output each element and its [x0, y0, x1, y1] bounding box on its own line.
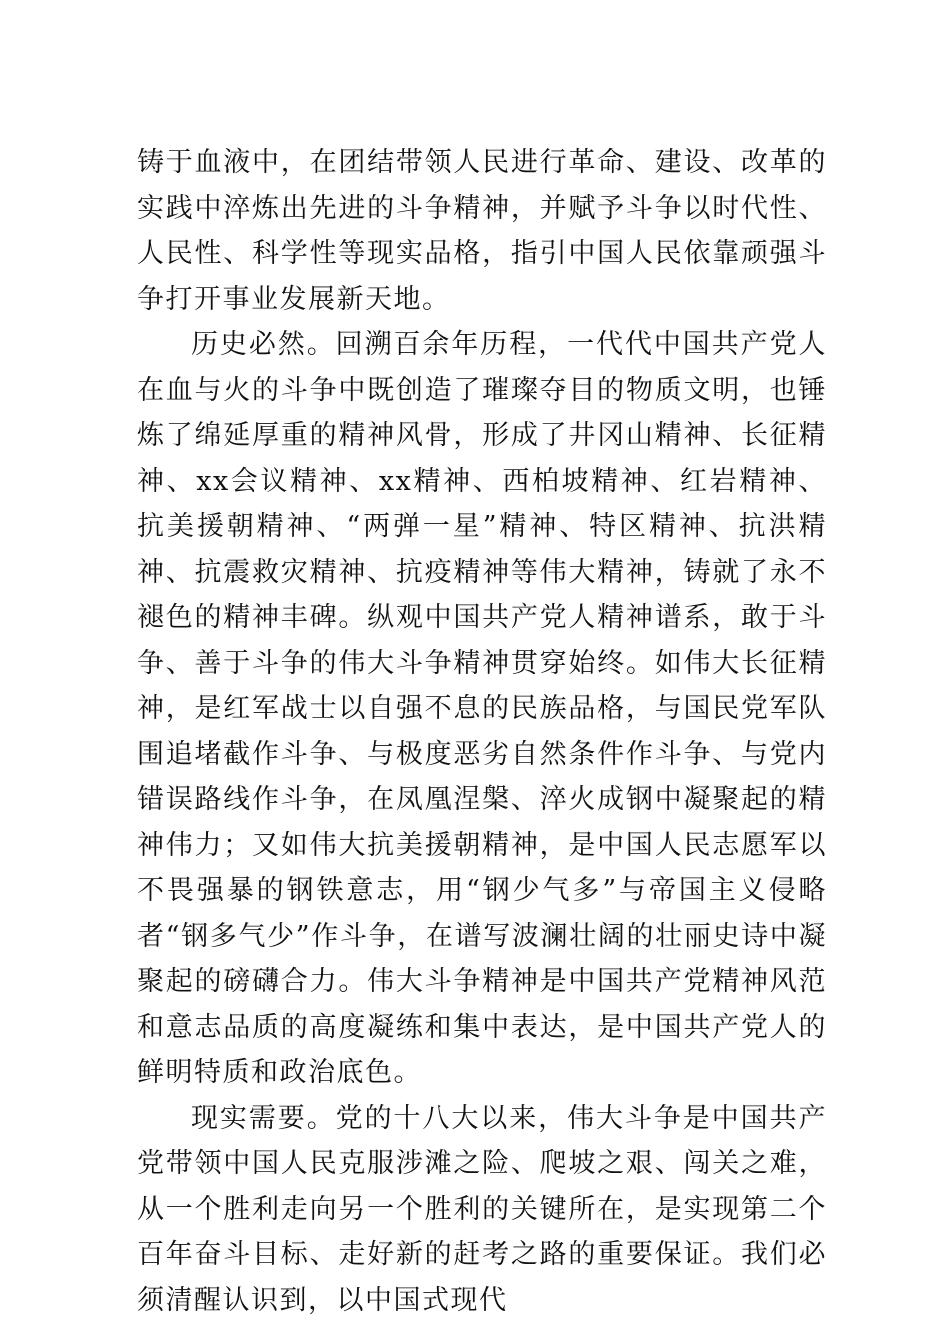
paragraph-practical-need: 现实需要。党的十八大以来，伟大斗争是中国共产党带领中国人民克服涉滩之险、爬坡之艰、闯关之难，从一个胜利走向另一个胜利的关键所在，是实现第二个百年奋斗目标、走好新的赶考之路的重要保证。我们必须清醒认识到，以中国式现代 — [137, 1102, 827, 1316]
paragraph-historical-necessity: 历史必然。回溯百余年历程，一代代中国共产党人在血与火的斗争中既创造了璀璨夺目的物质文明，也锤炼了绵延厚重的精神风骨，形成了井冈山精神、长征精神、xx会议精神、xx精神、西柏坡精神、红岩精神、抗美援朝精神、“两弹一星”精神、特区精神、抗洪精神、抗震救灾精神、抗疫精神等伟大精神，铸就了永不褪色的精神丰碑。纵观中国共产党人精神谱系，敢于斗争、善于斗争的伟大斗争精神贯穿始终。如伟大长征精神，是红军战士以自强不息的民族品格，与国民党军队围追堵截作斗争、与极度恶劣自然条件作斗争、与党内错误路线作斗争，在凤凰涅槃、淬火成钢中凝聚起的精神伟力；又如伟大抗美援朝精神，是中国人民志愿军以不畏强暴的钢铁意志，用“钢少气多”与帝国主义侵略者“钢多气少”作斗争，在谱写波澜壮阔的壮丽史诗中凝聚起的磅礴合力。伟大斗争精神是中国共产党精神风范和意志品质的高度凝练和集中表达，是中国共产党人的鲜明特质和政治底色。 — [137, 329, 827, 1088]
document-body — [137, 140, 827, 1323]
paragraph-continuation: 铸于血液中，在团结带领人民进行革命、建设、改革的实践中淬炼出先进的斗争精神，并赋予斗争以时代性、人民性、科学性等现实品格，指引中国人民依靠顽强斗争打开事业发展新天地。 — [137, 147, 827, 315]
